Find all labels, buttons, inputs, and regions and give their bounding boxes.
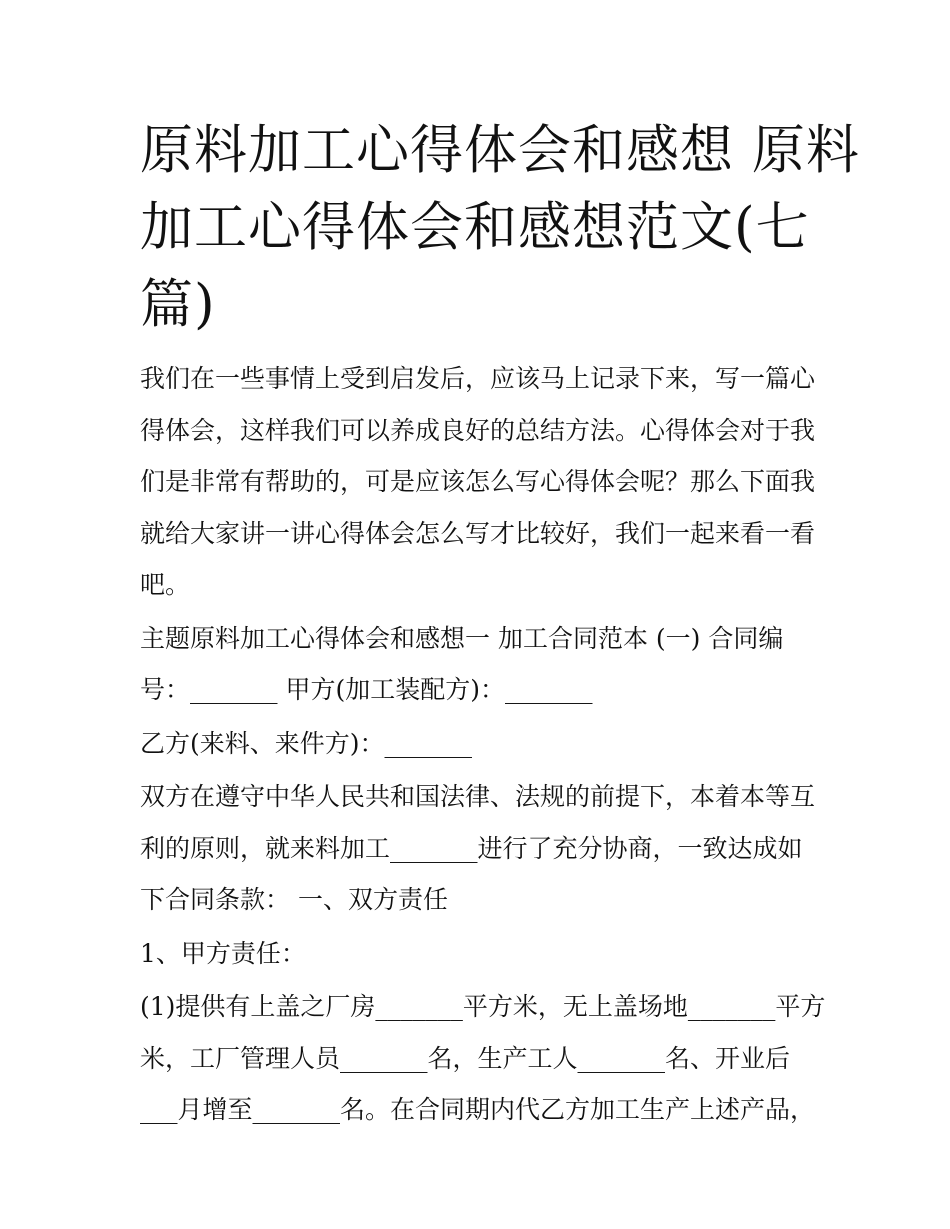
intro-paragraph bbox=[140, 353, 820, 611]
text-line: 就给大家讲一讲心得体会怎么写才比较好，我们一起来看一看 bbox=[140, 518, 816, 548]
text-line: 主题原料加工心得体会和感想一 加工合同范本 (一) 合同编 bbox=[140, 623, 784, 653]
text-line: 我们在一些事情上受到启发后，应该马上记录下来，写一篇心 bbox=[140, 364, 816, 393]
text-line: (1)提供有上盖之厂房_______平方米，无上盖场地_______平方 bbox=[140, 992, 826, 1021]
title-line: 加工心得体会和感想范文(七 bbox=[140, 197, 810, 258]
text-line: 利的原则，就来料加工_______进行了充分协商，一致达成如 bbox=[140, 833, 803, 863]
party-b-paragraph bbox=[140, 718, 820, 770]
text-line: 吧。 bbox=[140, 570, 191, 599]
clause-paragraph bbox=[140, 981, 826, 1136]
text-line: 下合同条款： 一、双方责任 bbox=[140, 885, 448, 914]
text-line: ___月增至_______名。在合同期内代乙方加工生产上述产品， bbox=[140, 1095, 816, 1124]
contract-header-paragraph bbox=[140, 613, 820, 716]
agreement-paragraph bbox=[140, 771, 820, 926]
party-a-duty-heading bbox=[140, 928, 820, 980]
document-body bbox=[140, 353, 826, 1138]
text-line: 乙方(来料、来件方)：_______ bbox=[140, 728, 473, 758]
text-line: 们是非常有帮助的，可是应该怎么写心得体会呢？那么下面我 bbox=[140, 467, 816, 496]
document-title bbox=[140, 112, 860, 343]
text-line: 号：_______ 甲方(加工装配方)：_______ bbox=[140, 675, 593, 704]
title-line: 篇) bbox=[140, 274, 216, 335]
text-line: 1、甲方责任： bbox=[140, 938, 306, 968]
title-line: 原料加工心得体会和感想 原料 bbox=[140, 120, 860, 181]
text-line: 双方在遵守中华人民共和国法律、法规的前提下，本着本等互 bbox=[140, 782, 816, 811]
text-line: 米，工厂管理人员_______名，生产工人_______名、开业后 bbox=[140, 1043, 791, 1073]
text-line: 得体会，这样我们可以养成良好的总结方法。心得体会对于我 bbox=[140, 415, 816, 445]
